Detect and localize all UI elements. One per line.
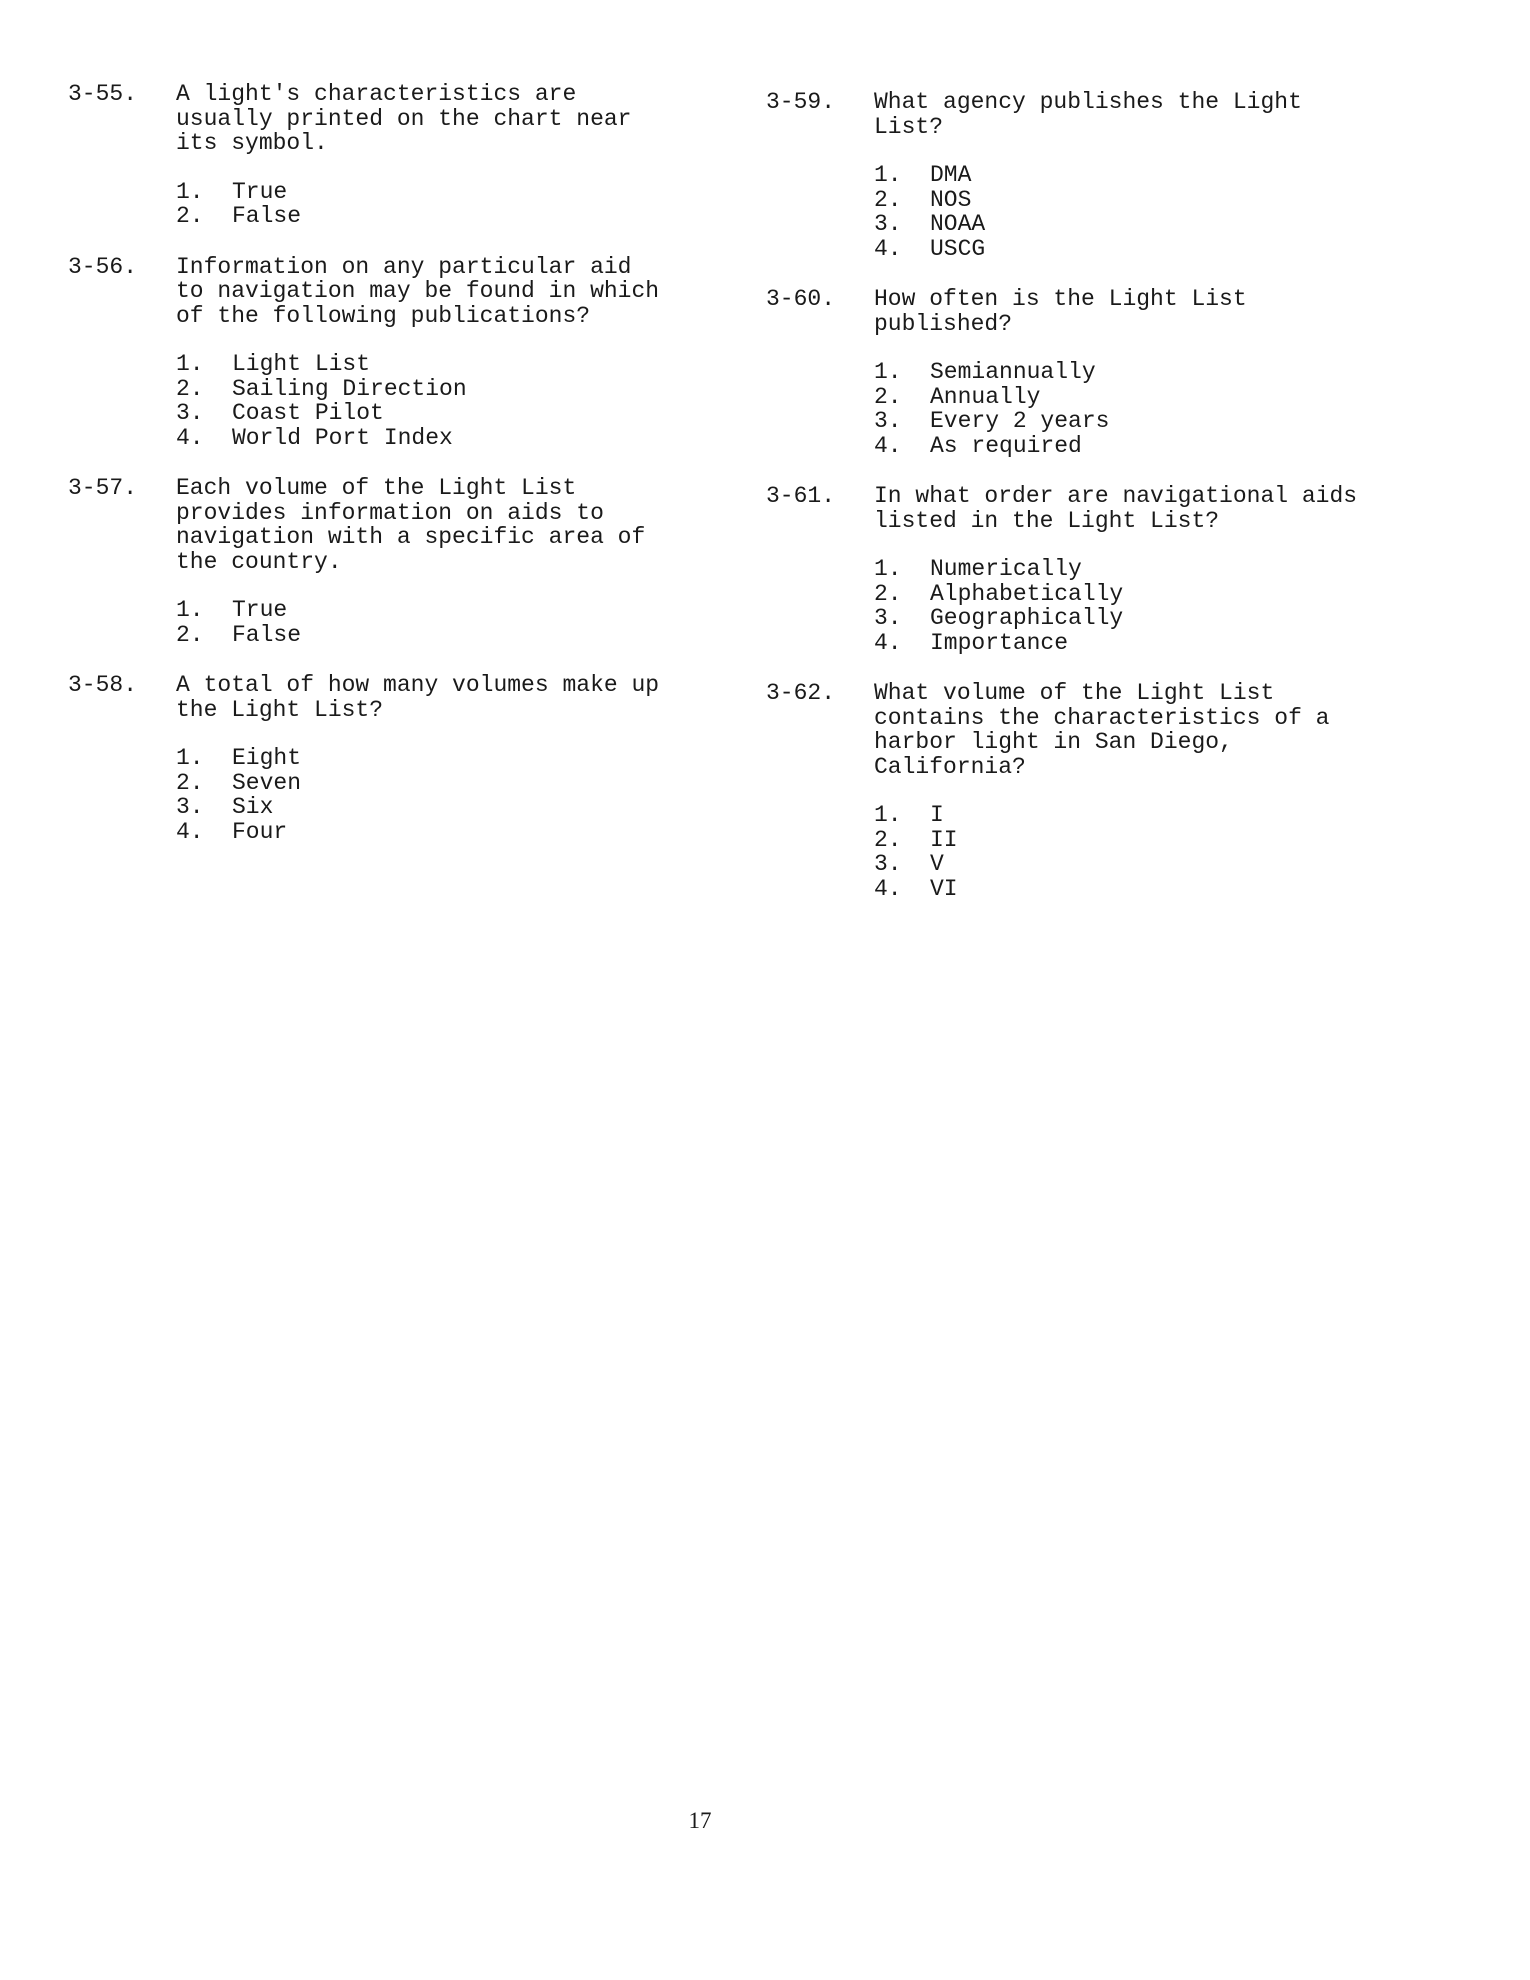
- option-number: 1.: [176, 178, 204, 205]
- left-column: [68, 82, 708, 870]
- answer-option: [874, 434, 1406, 459]
- option-number: 3.: [874, 851, 902, 877]
- option-number: 4.: [874, 875, 902, 902]
- question-row: [766, 287, 1406, 336]
- option-number: 1.: [176, 597, 204, 623]
- option-number: 4.: [874, 432, 902, 459]
- question-text: A light's characteristics are usually printed on the chart near its symbol.: [176, 81, 632, 156]
- option-label: Numerically: [930, 556, 1082, 582]
- option-number: 2.: [176, 203, 204, 229]
- option-number: 2.: [874, 826, 902, 853]
- answer-option: [874, 582, 1406, 607]
- option-label: Four: [232, 818, 288, 845]
- question-number: 3-61.: [766, 483, 836, 509]
- answer-options: [874, 163, 1406, 261]
- answer-option: [176, 820, 708, 845]
- question-text: Each volume of the Light List provides information on aids to navigation with a specific area of the country.: [176, 475, 646, 575]
- question-number: 3-60.: [766, 286, 836, 312]
- option-label: DMA: [930, 162, 972, 188]
- option-number: 2.: [176, 621, 204, 648]
- answer-options: [176, 746, 708, 844]
- option-label: False: [232, 203, 302, 229]
- answer-option: [874, 360, 1406, 385]
- answer-option: [176, 598, 708, 623]
- question-text: How often is the Light List published?: [874, 286, 1247, 337]
- answer-option: [874, 212, 1406, 237]
- question-text: What volume of the Light List contains the characteristics of a harbor light in San Diego, California?: [874, 680, 1330, 780]
- answer-option: [176, 377, 708, 402]
- option-label: Geographically: [930, 605, 1124, 631]
- option-label: False: [232, 621, 302, 648]
- option-label: II: [930, 826, 958, 853]
- question: [68, 82, 708, 229]
- question-text: What agency publishes the Light List?: [874, 89, 1302, 140]
- option-number: 4.: [874, 629, 902, 656]
- answer-option: [176, 623, 708, 648]
- option-label: Semiannually: [930, 359, 1096, 385]
- option-label: Six: [232, 794, 274, 820]
- option-label: True: [232, 597, 288, 623]
- option-number: 1.: [874, 359, 902, 385]
- option-label: V: [930, 851, 944, 877]
- answer-option: [874, 631, 1406, 656]
- question-row: [68, 82, 708, 156]
- option-number: 1.: [874, 802, 902, 828]
- question: [766, 287, 1406, 458]
- answer-option: [176, 795, 708, 820]
- question-number: 3-58.: [68, 672, 138, 698]
- answer-option: [874, 606, 1406, 631]
- answer-options: [176, 180, 708, 229]
- answer-option: [874, 803, 1406, 828]
- question: [766, 484, 1406, 655]
- answer-option: [874, 877, 1406, 902]
- answer-options: [874, 803, 1406, 901]
- option-label: VI: [930, 875, 958, 902]
- question-row: [766, 484, 1406, 533]
- option-number: 2.: [874, 186, 902, 213]
- option-label: USCG: [930, 235, 986, 262]
- question: [766, 681, 1406, 901]
- option-label: World Port Index: [232, 424, 453, 451]
- option-number: 1.: [176, 745, 204, 771]
- answer-option: [176, 180, 708, 205]
- question-text: In what order are navigational aids listed in the Light List?: [874, 483, 1358, 534]
- option-number: 3.: [176, 400, 204, 426]
- option-number: 2.: [176, 769, 204, 796]
- option-number: 2.: [176, 375, 204, 402]
- question-row: [766, 90, 1406, 139]
- question-number: 3-59.: [766, 89, 836, 115]
- question: [68, 673, 708, 844]
- option-label: Alphabetically: [930, 580, 1124, 607]
- option-number: 3.: [874, 211, 902, 237]
- answer-option: [176, 401, 708, 426]
- option-label: Annually: [930, 383, 1041, 410]
- answer-option: [176, 746, 708, 771]
- option-label: True: [232, 178, 288, 205]
- page-number: 17: [688, 1808, 712, 1833]
- option-label: Eight: [232, 745, 302, 771]
- option-label: Coast Pilot: [232, 400, 384, 426]
- answer-option: [874, 852, 1406, 877]
- answer-option: [874, 557, 1406, 582]
- right-column: [766, 90, 1406, 927]
- answer-option: [176, 771, 708, 796]
- answer-options: [176, 598, 708, 647]
- question-row: [68, 673, 708, 722]
- question-number: 3-57.: [68, 475, 138, 501]
- question-number: 3-56.: [68, 253, 138, 280]
- option-label: Seven: [232, 769, 302, 796]
- answer-option: [176, 352, 708, 377]
- option-number: 2.: [874, 383, 902, 410]
- answer-option: [874, 188, 1406, 213]
- question-text: Information on any particular aid to navigation may be found in which of the following publications?: [176, 253, 660, 329]
- answer-option: [874, 409, 1406, 434]
- option-label: Sailing Direction: [232, 375, 467, 402]
- answer-option: [874, 828, 1406, 853]
- answer-options: [874, 360, 1406, 458]
- answer-options: [874, 557, 1406, 655]
- option-number: 4.: [176, 818, 204, 845]
- option-label: Every 2 years: [930, 408, 1110, 434]
- option-label: NOAA: [930, 211, 986, 237]
- option-number: 3.: [176, 794, 204, 820]
- question-row: [68, 476, 708, 574]
- answer-option: [874, 163, 1406, 188]
- option-label: Light List: [232, 351, 371, 377]
- option-number: 1.: [874, 162, 902, 188]
- option-number: 3.: [874, 408, 902, 434]
- option-label: As required: [930, 432, 1082, 459]
- question-row: [766, 681, 1406, 779]
- option-label: NOS: [930, 186, 972, 213]
- answer-option: [874, 237, 1406, 262]
- question: [68, 476, 708, 647]
- answer-option: [176, 204, 708, 229]
- option-number: 2.: [874, 580, 902, 607]
- option-number: 4.: [874, 235, 902, 262]
- option-label: Importance: [930, 629, 1069, 656]
- option-number: 1.: [874, 556, 902, 582]
- question-row: [68, 255, 708, 329]
- option-number: 4.: [176, 424, 204, 451]
- question: [68, 255, 708, 451]
- answer-options: [176, 352, 708, 450]
- option-number: 1.: [176, 351, 204, 377]
- question-number: 3-55.: [68, 81, 138, 107]
- question-number: 3-62.: [766, 680, 836, 706]
- answer-option: [874, 385, 1406, 410]
- question: [766, 90, 1406, 261]
- answer-option: [176, 426, 708, 451]
- question-text: A total of how many volumes make up the Light List?: [176, 672, 660, 723]
- option-label: I: [930, 802, 944, 828]
- option-number: 3.: [874, 605, 902, 631]
